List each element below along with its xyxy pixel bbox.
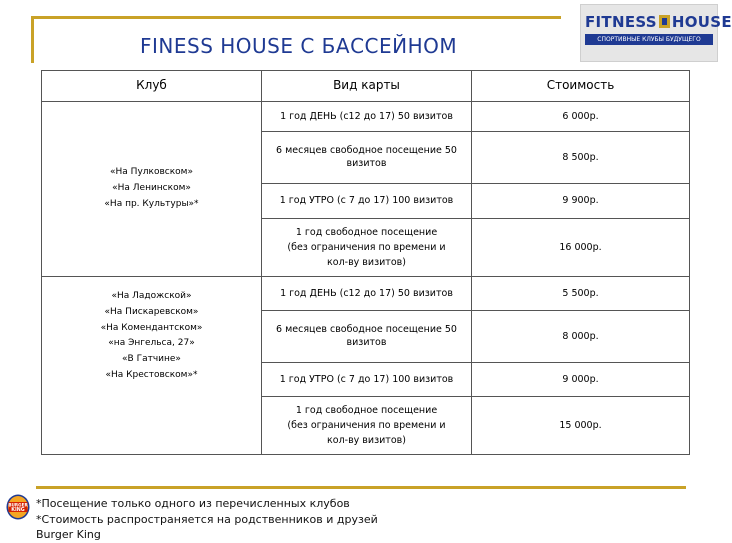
card-type-text: 1 год УТРО (с 7 до 17) 100 визитов xyxy=(279,373,454,385)
logo-wordmark xyxy=(585,13,732,31)
card-type-text: кол-ву визитов) xyxy=(327,257,406,269)
club-name: «На Крестовском»* xyxy=(105,369,198,380)
card-type-text: 6 месяцев свободное посещение 50 xyxy=(276,145,457,157)
card-type-text: 6 месяцев свободное посещение 50 xyxy=(276,324,457,336)
club-name: «На Комендантском» xyxy=(100,322,203,333)
card-type-cell xyxy=(262,184,472,219)
footnotes xyxy=(36,496,378,543)
badge-text-line2: KING xyxy=(11,508,25,513)
card-type-text: визитов xyxy=(346,336,387,348)
card-type-text: (без ограничения по времени и xyxy=(287,419,446,431)
card-type-cell xyxy=(262,363,472,397)
club-name: «На Пискаревском» xyxy=(104,306,199,317)
header-club: Клуб xyxy=(42,71,262,102)
price-cell: 16 000р. xyxy=(472,219,690,277)
card-type-text: 1 год ДЕНЬ (с12 до 17) 50 визитов xyxy=(280,287,453,299)
logo-brand-part2: HOUSE xyxy=(671,13,732,31)
decorative-bottom-line xyxy=(36,486,686,489)
club-name: «На пр. Культуры»* xyxy=(104,198,199,209)
card-type-cell xyxy=(262,102,472,132)
card-type-cell xyxy=(262,311,472,363)
club-group-1 xyxy=(42,102,262,277)
card-type-text: (без ограничения по времени и xyxy=(287,241,446,253)
card-type-text: кол-ву визитов) xyxy=(327,435,406,447)
club-name: «На Ладожской» xyxy=(111,291,192,301)
price-table xyxy=(41,70,690,455)
price-cell: 8 500р. xyxy=(472,132,690,184)
table-row xyxy=(42,102,690,132)
card-type-cell xyxy=(262,277,472,311)
card-type-cell xyxy=(262,219,472,277)
card-type-text: 1 год УТРО (с 7 до 17) 100 визитов xyxy=(279,195,454,207)
price-cell: 6 000р. xyxy=(472,102,690,132)
header-price: Стоимость xyxy=(472,71,690,102)
table-row xyxy=(42,277,690,311)
price-cell: 9 900р. xyxy=(472,184,690,219)
price-cell: 5 500р. xyxy=(472,277,690,311)
table-header-row xyxy=(42,71,690,102)
footnote-line: *Стоимость распространяется на родственников и друзей xyxy=(36,512,378,526)
decorative-top-line xyxy=(31,16,561,19)
card-type-text: 1 год свободное посещение xyxy=(295,226,438,238)
footnote-line: Burger King xyxy=(36,528,101,541)
logo-tagline: СПОРТИВНЫЕ КЛУБЫ БУДУЩЕГО xyxy=(585,34,713,45)
club-name: «На Пулковском» xyxy=(110,167,193,178)
price-cell: 8 000р. xyxy=(472,311,690,363)
club-name: «на Энгельса, 27» xyxy=(108,338,195,349)
card-type-text: 1 год ДЕНЬ (с12 до 17) 50 визитов xyxy=(280,110,453,122)
page-title: FINESS HOUSE С БАССЕЙНОМ xyxy=(140,34,458,58)
price-cell: 9 000р. xyxy=(472,363,690,397)
card-type-text: 1 год свободное посещение xyxy=(295,404,438,416)
fitness-house-logo xyxy=(580,4,732,62)
logo-brand-part1: FITNESS xyxy=(585,13,657,31)
header-card-type: Вид карты xyxy=(262,71,472,102)
badge-text-line1: BURGER xyxy=(8,502,28,508)
burger-king-logo-icon xyxy=(6,494,30,520)
decorative-vertical-line xyxy=(31,16,34,63)
price-cell: 15 000р. xyxy=(472,397,690,455)
club-name: «На Ленинском» xyxy=(112,183,191,194)
footnote-line: *Посещение только одного из перечисленных клубов xyxy=(36,497,350,510)
club-group-2 xyxy=(42,277,262,455)
card-type-cell xyxy=(262,132,472,184)
logo-house-icon xyxy=(659,15,670,28)
card-type-cell xyxy=(262,397,472,455)
card-type-text: визитов xyxy=(346,157,387,169)
club-name: «В Гатчине» xyxy=(122,354,181,364)
